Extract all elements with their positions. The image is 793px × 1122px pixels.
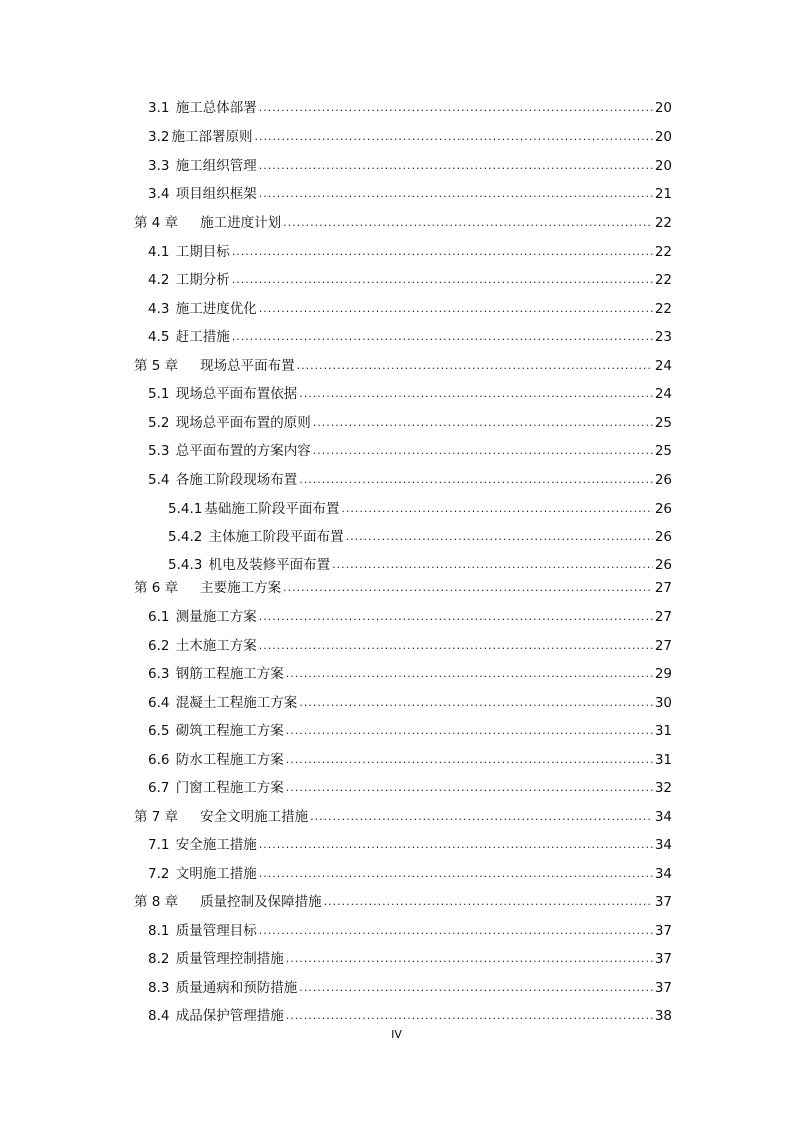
toc-entry-title: 7.2 文明施工措施 xyxy=(148,866,257,882)
toc-page-number: 22 xyxy=(654,272,672,288)
toc-leader-dots xyxy=(259,609,653,625)
toc-leader-dots xyxy=(313,415,653,431)
toc-leader-dots xyxy=(332,557,653,573)
toc-page-number: 20 xyxy=(654,129,672,145)
toc-leader-dots xyxy=(259,923,653,939)
toc-page-number: 22 xyxy=(654,301,672,317)
toc-leader-dots xyxy=(232,329,653,345)
toc-entry-title: 5.4.1 基础施工阶段平面布置 xyxy=(168,501,340,517)
toc-page-number: 34 xyxy=(654,809,672,825)
toc-leader-dots xyxy=(232,244,653,260)
toc-entry-title: 6.3 钢筋工程施工方案 xyxy=(148,666,284,682)
toc-leader-dots xyxy=(286,951,653,967)
toc-entry[interactable] xyxy=(148,468,672,488)
toc-page-number: 38 xyxy=(654,1008,672,1024)
toc-entry-title: 3.1 施工总体部署 xyxy=(148,100,257,116)
toc-entry-title: 8.4 成品保护管理措施 xyxy=(148,1008,284,1024)
toc-page-number: 37 xyxy=(654,894,672,910)
toc-page-number: 21 xyxy=(654,186,672,202)
toc-entry[interactable] xyxy=(148,240,672,260)
toc-entry[interactable] xyxy=(148,719,672,739)
toc-entry-title: 4.2 工期分析 xyxy=(148,272,230,288)
toc-leader-dots xyxy=(254,129,652,145)
toc-leader-dots xyxy=(259,301,653,317)
toc-chapter-entry[interactable] xyxy=(134,576,672,596)
toc-page-number: 27 xyxy=(654,609,672,625)
toc-chapter-entry[interactable] xyxy=(134,890,672,910)
toc-entry[interactable] xyxy=(148,776,672,796)
toc-page-number: 26 xyxy=(654,529,672,545)
toc-subentry[interactable] xyxy=(168,525,672,545)
toc-entry[interactable] xyxy=(148,325,672,345)
toc-page-number: 37 xyxy=(654,923,672,939)
toc-page-number: 29 xyxy=(654,666,672,682)
toc-entry-title: 4.5 赶工措施 xyxy=(148,329,230,345)
toc-leader-dots xyxy=(259,158,653,174)
toc-entry-title: 第 8 章 质量控制及保障措施 xyxy=(134,894,322,910)
toc-entry-title: 5.1 现场总平面布置依据 xyxy=(148,386,298,402)
toc-entry-title: 5.4 各施工阶段现场布置 xyxy=(148,472,298,488)
toc-page-number: 25 xyxy=(654,443,672,459)
toc-leader-dots xyxy=(283,580,653,596)
toc-page-number: 20 xyxy=(654,100,672,116)
toc-leader-dots xyxy=(283,215,653,231)
toc-page-number: 37 xyxy=(654,951,672,967)
toc-chapter-entry[interactable] xyxy=(134,354,672,374)
toc-page-number: 23 xyxy=(654,329,672,345)
toc-page-number: 22 xyxy=(654,215,672,231)
toc-leader-dots xyxy=(259,100,653,116)
toc-entry-title: 6.7 门窗工程施工方案 xyxy=(148,780,284,796)
toc-leader-dots xyxy=(299,980,653,996)
toc-entry[interactable] xyxy=(148,833,672,853)
toc-entry-title: 5.2 现场总平面布置的原则 xyxy=(148,415,311,431)
toc-leader-dots xyxy=(346,529,653,545)
toc-leader-dots xyxy=(286,752,653,768)
toc-entry[interactable] xyxy=(148,154,672,174)
toc-page-number: 27 xyxy=(654,580,672,596)
toc-subentry[interactable] xyxy=(168,497,672,517)
toc-page-number: 20 xyxy=(654,158,672,174)
toc-leader-dots xyxy=(313,443,653,459)
toc-entry[interactable] xyxy=(148,662,672,682)
page-folio: IV xyxy=(391,1028,402,1041)
toc-entry-title: 3.4 项目组织框架 xyxy=(148,186,257,202)
toc-page-number: 27 xyxy=(654,638,672,654)
toc-entry-title: 8.1 质量管理目标 xyxy=(148,923,257,939)
toc-page-number: 31 xyxy=(654,723,672,739)
toc-leader-dots xyxy=(286,666,653,682)
toc-chapter-entry[interactable] xyxy=(134,211,672,231)
toc-entry-title: 3.3 施工组织管理 xyxy=(148,158,257,174)
toc-entry[interactable] xyxy=(148,96,672,116)
toc-leader-dots xyxy=(324,894,653,910)
toc-entry[interactable] xyxy=(148,919,672,939)
toc-entry[interactable] xyxy=(148,862,672,882)
toc-page-number: 30 xyxy=(654,695,672,711)
toc-entry-title: 第 6 章 主要施工方案 xyxy=(134,580,282,596)
toc-page-number: 25 xyxy=(654,415,672,431)
toc-entry-title: 7.1 安全施工措施 xyxy=(148,837,257,853)
toc-entry[interactable] xyxy=(148,748,672,768)
toc-leader-dots xyxy=(299,386,653,402)
toc-page-number: 26 xyxy=(654,472,672,488)
toc-leader-dots xyxy=(299,472,653,488)
toc-leader-dots xyxy=(297,358,653,374)
toc-chapter-entry[interactable] xyxy=(134,805,672,825)
toc-entry[interactable] xyxy=(148,268,672,288)
toc-entry[interactable] xyxy=(148,947,672,967)
toc-entry[interactable] xyxy=(148,182,672,202)
toc-entry[interactable] xyxy=(148,1004,672,1024)
toc-leader-dots xyxy=(286,1008,653,1024)
toc-page-number: 24 xyxy=(654,386,672,402)
toc-page-number: 34 xyxy=(654,866,672,882)
toc-entry[interactable] xyxy=(148,605,672,625)
toc-entry[interactable] xyxy=(148,411,672,431)
toc-entry-title: 5.3 总平面布置的方案内容 xyxy=(148,443,311,459)
toc-leader-dots xyxy=(259,638,653,654)
toc-entry-title: 6.4 混凝土工程施工方案 xyxy=(148,695,298,711)
toc-page-number: 37 xyxy=(654,980,672,996)
toc-entry-title: 3.2 施工部署原则 xyxy=(148,129,253,145)
toc-entry[interactable] xyxy=(148,382,672,402)
toc-page-number: 26 xyxy=(654,557,672,573)
toc-entry[interactable] xyxy=(148,125,672,145)
toc-page-number: 32 xyxy=(654,780,672,796)
toc-entry[interactable] xyxy=(148,691,672,711)
toc-entry[interactable] xyxy=(148,634,672,654)
toc-entry-title: 6.5 砌筑工程施工方案 xyxy=(148,723,284,739)
toc-leader-dots xyxy=(310,809,653,825)
toc-entry-title: 5.4.2 主体施工阶段平面布置 xyxy=(168,529,344,545)
toc-entry-title: 4.1 工期目标 xyxy=(148,244,230,260)
toc-entry-title: 第 5 章 现场总平面布置 xyxy=(134,358,295,374)
toc-page-number: 24 xyxy=(654,358,672,374)
toc-leader-dots xyxy=(286,723,653,739)
toc-page-number: 26 xyxy=(654,501,672,517)
toc-leader-dots xyxy=(299,695,653,711)
toc-entry[interactable] xyxy=(148,439,672,459)
toc-entry-title: 第 4 章 施工进度计划 xyxy=(134,215,282,231)
toc-page-number: 22 xyxy=(654,244,672,260)
toc-leader-dots xyxy=(259,837,653,853)
toc-entry-title: 4.3 施工进度优化 xyxy=(148,301,257,317)
toc-entry-title: 5.4.3 机电及装修平面布置 xyxy=(168,557,331,573)
toc-entry-title: 8.3 质量通病和预防措施 xyxy=(148,980,298,996)
toc-leader-dots xyxy=(341,501,652,517)
toc-leader-dots xyxy=(232,272,653,288)
toc-entry[interactable] xyxy=(148,976,672,996)
toc-subentry[interactable] xyxy=(168,553,672,573)
toc-page-number: 34 xyxy=(654,837,672,853)
toc-entry-title: 8.2 质量管理控制措施 xyxy=(148,951,284,967)
toc-leader-dots xyxy=(259,866,653,882)
toc-entry-title: 6.1 测量施工方案 xyxy=(148,609,257,625)
toc-entry-title: 第 7 章 安全文明施工措施 xyxy=(134,809,309,825)
toc-leader-dots xyxy=(259,186,653,202)
toc-entry-title: 6.2 土木施工方案 xyxy=(148,638,257,654)
toc-page-number: 31 xyxy=(654,752,672,768)
toc-leader-dots xyxy=(286,780,653,796)
toc-entry[interactable] xyxy=(148,297,672,317)
toc-entry-title: 6.6 防水工程施工方案 xyxy=(148,752,284,768)
